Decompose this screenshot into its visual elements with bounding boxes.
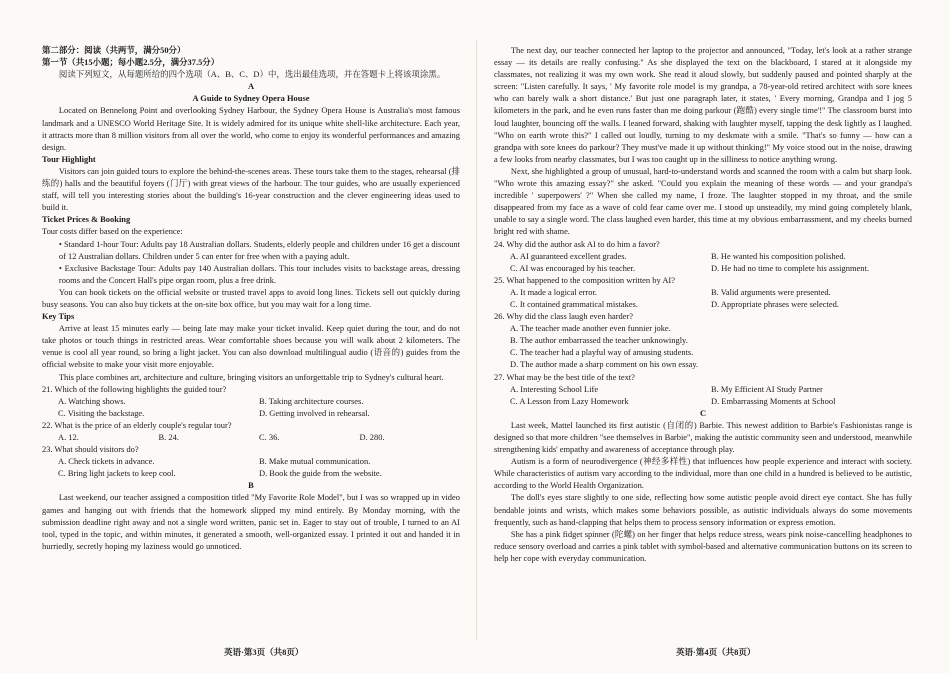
bullet-backstage-tour: • Exclusive Backstage Tour: Adults pay 140 Australian dollars. This tour includes visits to backstage areas, dressing rooms and the Concert Hall's pipe organ room, plus a free drink. — [58, 262, 460, 285]
option-21-c: C. Visiting the backstage. — [58, 407, 145, 418]
question-25-options — [494, 286, 912, 310]
right-column — [494, 44, 912, 564]
tour-text: Visitors can join guided tours to explore the behind-the-scenes areas. These tours take them to the stages, rehearsal (排练的) halls and the beautiful foyers (门厅) with great views of the harbour. The tour guides, who are usually experienced staff, will tell you interesting stories about the building's 16-year construction and the clever engineering ideas used to build it. — [42, 165, 460, 213]
column-divider — [476, 40, 477, 640]
option-23-a: A. Check tickets in advance. — [58, 456, 155, 467]
section-title: 第二部分：阅读（共两节，满分50分） — [42, 45, 186, 55]
ticket-line: Tour costs differ based on the experience: — [42, 226, 183, 237]
option-26-d: D. The author made a sharp comment on his own essay. — [510, 359, 699, 370]
option-22-c: C. 36. — [259, 432, 280, 442]
passage-c-letter: C — [699, 407, 707, 418]
tips-text: Arrive at least 15 minutes early — being late may make your ticket invalid. Keep quiet during the tour, and do not take photos or touch things in restricted areas. Wear comfortable shoes because you will walk about 2 kilometers. The venue is cool all year round, so bring a light jacket. You can also download multilingual audio (语音的) guides from the official website to make your visit more enjoyable. — [42, 323, 460, 370]
passage-a-title: A Guide to Sydney Opera House — [192, 93, 310, 104]
passage-c-paragraph-1: Last week, Mattel launched its first autistic (自闭的) Barbie. This newest addition to Barbie's Fashionistas range is designed so that more children "see themselves in Barbie", making the autistic community seen and understood, meanwhile strengthening kids' empathy and awareness of acceptance through play. — [494, 419, 912, 455]
option-27-a: A. Interesting School Life — [510, 383, 599, 394]
option-24-b: B. He wanted his composition polished. — [711, 250, 846, 261]
booking-text: You can book tickets on the official website or trusted travel apps to avoid long lines. Tickets sell out quickly during busy seasons. You can also buy tickets at the on-site box office, but you may wait for a long time. — [42, 286, 460, 309]
closing-text: This place combines art, architecture and culture, bringing visitors an unforgettable trip to Sydney's cultural heart. — [58, 371, 444, 382]
option-26-b: B. The author embarrassed the teacher unknowingly. — [510, 335, 688, 346]
passage-b-letter: B — [248, 480, 254, 491]
option-24-a: A. AI guaranteed excellent grades. — [510, 250, 627, 261]
question-23-options — [42, 455, 460, 479]
option-22-a: A. 12. — [58, 432, 79, 442]
passage-c-paragraph-2: Autism is a form of neurodivergence (神经多样性) that influences how people experience and interact with society. While characteristics of autism vary according to the individual, more than one child in a hundred is believed to be autistic, according to the World Health Organization. — [494, 456, 912, 491]
option-22-d: D. 280. — [359, 432, 385, 442]
ticket-heading: Ticket Prices & Booking — [42, 214, 131, 225]
question-22: 22. What is the price of an elderly couple's regular tour? — [42, 419, 232, 430]
option-23-b: B. Make mutual communication. — [259, 456, 371, 467]
option-23-d: D. Book the guide from the website. — [259, 468, 382, 479]
option-23-c: C. Bring light jackets to keep cool. — [58, 468, 176, 479]
left-column — [42, 44, 460, 552]
option-25-c: C. It contained grammatical mistakes. — [510, 298, 638, 309]
passage-a-letter: A — [247, 81, 255, 92]
option-21-a: A. Watching shows. — [58, 395, 126, 406]
question-27-options — [494, 383, 912, 407]
question-23: 23. What should visitors do? — [42, 444, 139, 455]
passage-c-paragraph-3: The doll's eyes stare slightly to one side, reflecting how some autistic people avoid direct eye contact. She has fully bendable joints and wrists, which makes some behaviors possible, as autistic individuals always do some movements frequently, such as hand-clapping that helps them to process sensory information or express emotion. — [494, 492, 912, 527]
question-26: 26. Why did the class laugh even harder? — [494, 311, 634, 322]
option-26-c: C. The teacher had a playful way of amusing students. — [510, 347, 694, 358]
option-27-b: B. My Efficient AI Study Partner — [711, 383, 823, 394]
option-27-d: D. Embarrassing Moments at School — [711, 395, 836, 406]
passage-a-intro: Located on Bennelong Point and overlooking Sydney Harbour, the Sydney Opera House is Australia's most famous landmark and a UNESCO World Heritage Site. It is widely admired for its unique white shell-like architecture. Each year, it attracts more than 8 million visitors from all over the world, who come to enjoy its wonderful performances and amazing design. — [42, 105, 460, 152]
option-22-b: B. 24. — [158, 432, 179, 442]
question-25: 25. What happened to the composition written by AI? — [494, 274, 675, 285]
option-24-c: C. AI was encouraged by his teacher. — [510, 262, 636, 273]
question-26-options — [494, 322, 912, 370]
passage-b-paragraph-1: Last weekend, our teacher assigned a composition titled "My Favorite Role Model", but I was so wrapped up in video games and hanging out with friends that the homework slipped my mind entirely. By Monday morning, with the submission deadline right away and not a single word written, panic set in. Eager to stay out of trouble, I turned to an AI tool, typed in the topic, and within minutes, it generated a smooth, well-organized essay. I printed it out and handed it in hurriedly, secretly hoping my laziness would go unnoticed. — [42, 492, 460, 551]
passage-c-paragraph-4: She has a pink fidget spinner (陀螺) on her finger that helps reduce stress, wears pink noise-cancelling headphones to reduce sensory overload and carries a pink tablet with symbol-based and alternative communication buttons on its screen to help her cope with everyday communication. — [494, 528, 912, 563]
page-footer-right: 英语·第4页（共8页） — [676, 647, 756, 657]
passage-b-paragraph-3: Next, she highlighted a group of unusual, hard-to-understand words and scanned the room with a calm but sharp look. "Who wrote this amazing essay?" she asked. "Could you explain the meaning of these words — and your grandpa's incredible ' superpowers' ?" When she called my name, I froze. The laughter stopped in my throat, and the smile disappeared from my face as a wave of cold fear came over me. I stood up unsteadily, my mind going completely blank, unable to say a single word. The class laughed even harder, this time at my obvious embarrassment, and my cheeks burned bright red with shame. — [494, 165, 912, 237]
option-25-a: A. It made a logical error. — [510, 286, 597, 297]
tour-heading: Tour Highlight — [42, 153, 96, 164]
option-25-b: B. Valid arguments were presented. — [711, 286, 831, 297]
instructions: 阅读下列短文，从每题所给的四个选项（A、B、C、D）中，选出最佳选项，并在答题卡上将该项涂黑。 — [58, 69, 446, 80]
bullet-standard-tour: • Standard 1-hour Tour: Adults pay 18 Australian dollars. Students, elderly people and children under 16 get a discount of 12 Australian dollars. Children under 5 can enter for free when with a paying adult. — [58, 238, 460, 261]
question-24: 24. Why did the author ask AI to do him a favor? — [494, 238, 660, 249]
option-25-d: D. Appropriate phrases were selected. — [711, 298, 839, 309]
option-24-d: D. He had no time to complete his assignment. — [711, 262, 869, 273]
question-24-options — [494, 250, 912, 274]
option-21-b: B. Taking architecture courses. — [259, 395, 364, 406]
question-22-options — [42, 431, 460, 443]
subsection-title: 第一节（共15小题；每小题2.5分，满分37.5分） — [42, 57, 220, 68]
option-21-d: D. Getting involved in rehearsal. — [259, 407, 370, 418]
question-21-options — [42, 395, 460, 419]
question-27: 27. What may be the best title of the text? — [494, 371, 635, 382]
question-21: 21. Which of the following highlights the guided tour? — [42, 383, 227, 394]
option-26-a: A. The teacher made another even funnier joke. — [510, 323, 671, 334]
option-27-c: C. A Lesson from Lazy Homework — [510, 395, 629, 406]
page-footer-left: 英语·第3页（共8页） — [224, 647, 304, 657]
passage-b-paragraph-2: The next day, our teacher connected her laptop to the projector and announced, "Today, let's look at a rather strange essay — its details are really confusing." As she displayed the text on the blackboard, I stared at it alongside my classmates, not realizing it was my own work. She read it aloud slowly, but suddenly paused and pointed sharply at the screen: "Listen carefully. It says, ' My favorite role model is my grandpa, a 78-year-old retired architect with sore knees who can barely walk a short distance.' But just one paragraph later, it states, ' Every morning, Grandpa and I jog 5 kilometers in the park, and he even runs faster than me doing parkour (跑酷) every single time'!" The classroom burst into loud laughter, bouncing off the walls. I leaned forward, shaking with laughter myself, tapping the desk lightly as I laughed. "Who on earth wrote this?" I called out loudly, turning to my deskmate with a smile. "That's so funny — how can a grandpa with sore knees do parkour? They must've made it up without thinking!" My voice stood out in the noise, drawing a few looks from nearby classmates, but I was too caught up in the silliness to notice anything wrong. — [494, 45, 912, 164]
tips-heading: Key Tips — [42, 311, 75, 322]
